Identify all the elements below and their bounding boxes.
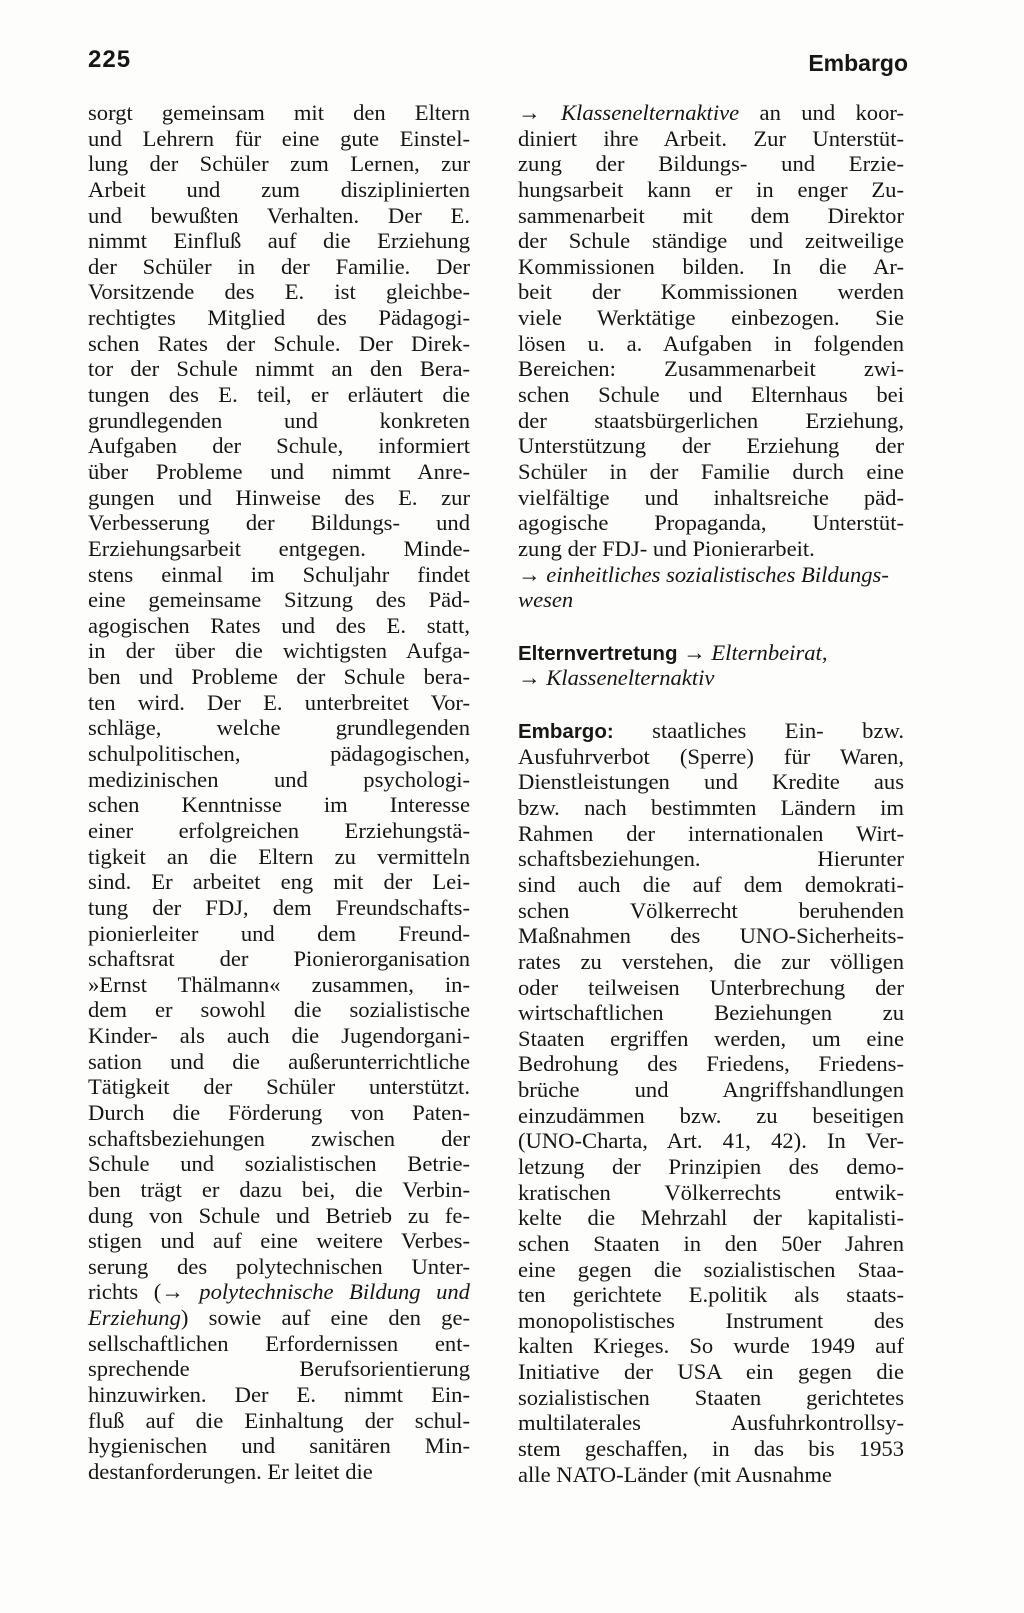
text-fragment: ) sowie auf eine den ge- [180, 1305, 470, 1331]
text-fragment: an und koor- [739, 100, 904, 125]
text-line: lösen u. a. Aufgaben in folgenden [518, 330, 904, 356]
text-line: hygienischen und sanitären Min- [88, 1433, 470, 1459]
text-line: ben trägt er dazu bei, die Verbin- [88, 1176, 470, 1202]
text-line: in der über die wichtigsten Aufga- [88, 638, 470, 664]
running-head: Embargo [808, 50, 908, 76]
text-line: brüche und Angriffshandlungen [518, 1077, 904, 1103]
text-line: grundlegenden und konkreten [88, 407, 470, 433]
text-line: nimmt Einfluß auf die Erziehung [88, 228, 470, 254]
text-line: tigkeit an die Eltern zu vermitteln [88, 843, 470, 869]
right-column [518, 100, 904, 1487]
text-line: »Ernst Thälmann« zusammen, in- [88, 971, 470, 997]
text-line: Verbesserung der Bildungs- und [88, 510, 470, 536]
continuation-text [518, 100, 904, 613]
text-line: schen Völkerrecht beruhenden [518, 897, 904, 923]
entry-elternvertretung [518, 640, 904, 691]
text-line [518, 562, 904, 588]
text-line: serung des polytechnischen Unter- [88, 1253, 470, 1279]
text-line: Schüler in der Familie durch eine [518, 458, 904, 484]
cross-reference: einheitliches sozialistisches Bildungs- [540, 561, 889, 587]
text-line: Ausfuhrverbot (Sperre) für Waren, [518, 743, 904, 769]
text-line: Staaten ergriffen werden, um eine [518, 1025, 904, 1051]
text-line: letzung der Prinzipien des demo- [518, 1153, 904, 1179]
text-line: multilaterales Ausfuhrkontrollsy- [518, 1410, 904, 1436]
text-line: Arbeit und zum disziplinierten [88, 176, 470, 202]
arrow-icon: → [161, 1279, 184, 1305]
text-line: alle NATO-Länder (mit Ausnahme [518, 1461, 832, 1487]
text-line: ben und Probleme der Schule bera- [88, 664, 470, 690]
text-line: destanforderungen. Er leitet die [88, 1458, 373, 1484]
cross-reference: Klassenelternaktiv [540, 665, 715, 691]
text-line: schen Staaten in den 50er Jahren [518, 1230, 904, 1256]
text-line: Maßnahmen des UNO-Sicherheits- [518, 923, 904, 949]
text-line: zung der Bildungs- und Erzie- [518, 151, 904, 177]
text-line: sation und die außerunterrichtliche [88, 1048, 470, 1074]
text-line: tor der Schule nimmt an den Bera- [88, 356, 470, 382]
text-line: Aufgaben der Schule, informiert [88, 433, 470, 459]
text-line: eine gemeinsame Sitzung des Päd- [88, 587, 470, 613]
text-line: kratischen Völkerrechts entwik- [518, 1179, 904, 1205]
text-line: wirtschaftlichen Beziehungen zu [518, 1000, 904, 1026]
text-line: Dienstleistungen und Kredite aus [518, 769, 904, 795]
cross-reference: Elternbeirat, [705, 639, 828, 665]
text-line: Erziehungsarbeit entgegen. Minde- [88, 535, 470, 561]
entry-line [518, 640, 904, 666]
text-line: der Schüler in der Familie. Der [88, 253, 470, 279]
text-line: sellschaftlichen Erfordernissen ent- [88, 1330, 470, 1356]
text-line: rechtigtes Mitglied des Pädagogi- [88, 305, 470, 331]
text-line: sozialistischen Staaten gerichtetes [518, 1384, 904, 1410]
text-line: kalten Krieges. So wurde 1949 auf [518, 1333, 904, 1359]
text-line: der Schule ständige und zeitweilige [518, 228, 904, 254]
text-line: sind auch die auf dem demokrati- [518, 871, 904, 897]
text-line: monopolistisches Instrument des [518, 1307, 904, 1333]
text-line: Bedrohung des Friedens, Friedens- [518, 1051, 904, 1077]
text-line: stigen und auf eine weitere Verbes- [88, 1228, 470, 1254]
text-line [518, 587, 904, 613]
text-line: dung von Schule und Betrieb zu fe- [88, 1202, 470, 1228]
entry-keyword: Elternvertretung [518, 641, 678, 665]
left-column [88, 100, 470, 1485]
text-line: dem er sowohl die sozialistische [88, 997, 470, 1023]
entry-text: staatliches Ein- bzw. [613, 718, 904, 744]
text-line: ten wird. Der E. unterbreitet Vor- [88, 689, 470, 715]
text-line: oder teilweisen Unterbrechung der [518, 974, 904, 1000]
text-line: schaftsbeziehungen zwischen der [88, 1125, 470, 1151]
text-line: schulpolitischen, pädagogischen, [88, 741, 470, 767]
text-line: diniert ihre Arbeit. Zur Unterstüt- [518, 125, 904, 151]
text-line: viele Werktätige einbezogen. Sie [518, 305, 904, 331]
text-line: hinzuwirken. Der E. nimmt Ein- [88, 1382, 470, 1408]
text-line: hungsarbeit kann er in enger Zu- [518, 176, 904, 202]
page-number: 225 [88, 46, 132, 73]
text-line: eine gegen die sozialistischen Staa- [518, 1256, 904, 1282]
text-line: schläge, welche grundlegenden [88, 715, 470, 741]
text-line: Durch die Förderung von Paten- [88, 1099, 470, 1125]
text-line [88, 1305, 470, 1331]
text-line: kelte die Mehrzahl der kapitalisti- [518, 1205, 904, 1231]
text-line: bzw. nach bestimmten Ländern im [518, 795, 904, 821]
text-line: agogischen Rates und des E. statt, [88, 612, 470, 638]
text-line: pionierleiter und dem Freund- [88, 920, 470, 946]
cross-reference: wesen [518, 587, 574, 613]
text-line [518, 100, 904, 126]
text-line: ten gerichtete E.politik als staats- [518, 1282, 904, 1308]
text-line: beit der Kommissionen werden [518, 279, 904, 305]
text-line: Unterstützung der Erziehung der [518, 433, 904, 459]
text-line: sammenarbeit mit dem Direktor [518, 202, 904, 228]
text-line: schen Kenntnisse im Interesse [88, 792, 470, 818]
cross-reference: Erziehung [88, 1305, 181, 1331]
text-line: über Probleme und nimmt Anre- [88, 458, 470, 484]
text-line: sorgt gemeinsam mit den Eltern [88, 100, 470, 125]
entry-embargo [518, 718, 904, 1487]
text-line: Kinder- als auch die Jugendorgani- [88, 1023, 470, 1049]
text-line: tung der FDJ, dem Freundschafts- [88, 894, 470, 920]
entry-gap [518, 691, 904, 718]
text-line [88, 1279, 470, 1305]
text-line: und Lehrern für eine gute Einstel- [88, 125, 470, 151]
text-line: einer erfolgreichen Erziehungstä- [88, 817, 470, 843]
entry-keyword: Embargo: [518, 720, 614, 744]
text-line: rates zu verstehen, die zur völligen [518, 948, 904, 974]
text-line: schen Schule und Elternhaus bei [518, 382, 904, 408]
text-line: Schule und sozialistischen Betrie- [88, 1151, 470, 1177]
text-line: medizinischen und psychologi- [88, 766, 470, 792]
text-line: (UNO-Charta, Art. 41, 42). In Ver- [518, 1128, 904, 1154]
text-line: vielfältige und inhaltsreiche päd- [518, 484, 904, 510]
cross-reference: polytechnische Bildung und [183, 1279, 470, 1305]
arrow-icon: → [518, 561, 541, 587]
text-line: Tätigkeit der Schüler unterstützt. [88, 1074, 470, 1100]
text-line: stem geschaffen, in das bis 1953 [518, 1436, 904, 1462]
text-line: schaftsbeziehungen. Hierunter [518, 846, 904, 872]
arrow-icon: → [518, 665, 541, 691]
text-line: Kommissionen bilden. In die Ar- [518, 253, 904, 279]
cross-reference: Klassenelternaktive [540, 100, 740, 125]
text-line: Vorsitzende des E. ist gleichbe- [88, 279, 470, 305]
text-line: Bereichen: Zusammenarbeit zwi- [518, 356, 904, 382]
text-line: Rahmen der internationalen Wirt- [518, 820, 904, 846]
text-line: Initiative der USA ein gegen die [518, 1359, 904, 1385]
text-line: fluß auf die Einhaltung der schul- [88, 1407, 470, 1433]
text-line: agogische Propaganda, Unterstüt- [518, 510, 904, 536]
text-line: und bewußten Verhalten. Der E. [88, 202, 470, 228]
entry-gap [518, 613, 904, 640]
text-line: zung der FDJ- und Pionierarbeit. [518, 535, 815, 561]
text-fragment: richts ( [88, 1279, 162, 1305]
text-line: gungen und Hinweise des E. zur [88, 484, 470, 510]
text-line: lung der Schüler zum Lernen, zur [88, 151, 470, 177]
text-line: sprechende Berufsorientierung [88, 1356, 470, 1382]
entry-line [518, 665, 904, 691]
text-line: tungen des E. teil, er erläutert die [88, 382, 470, 408]
entry-line [518, 718, 904, 744]
text-line: stens einmal im Schuljahr findet [88, 561, 470, 587]
text-line: schen Rates der Schule. Der Direk- [88, 330, 470, 356]
text-line: schaftsrat der Pionierorganisation [88, 946, 470, 972]
entry-body [518, 744, 904, 1488]
arrow-icon: → [518, 100, 541, 125]
text-line: der staatsbürgerlichen Erziehung, [518, 407, 904, 433]
arrow-icon: → [683, 639, 706, 665]
text-line: sind. Er arbeitet eng mit der Lei- [88, 869, 470, 895]
text-line: einzudämmen bzw. zu beseitigen [518, 1102, 904, 1128]
